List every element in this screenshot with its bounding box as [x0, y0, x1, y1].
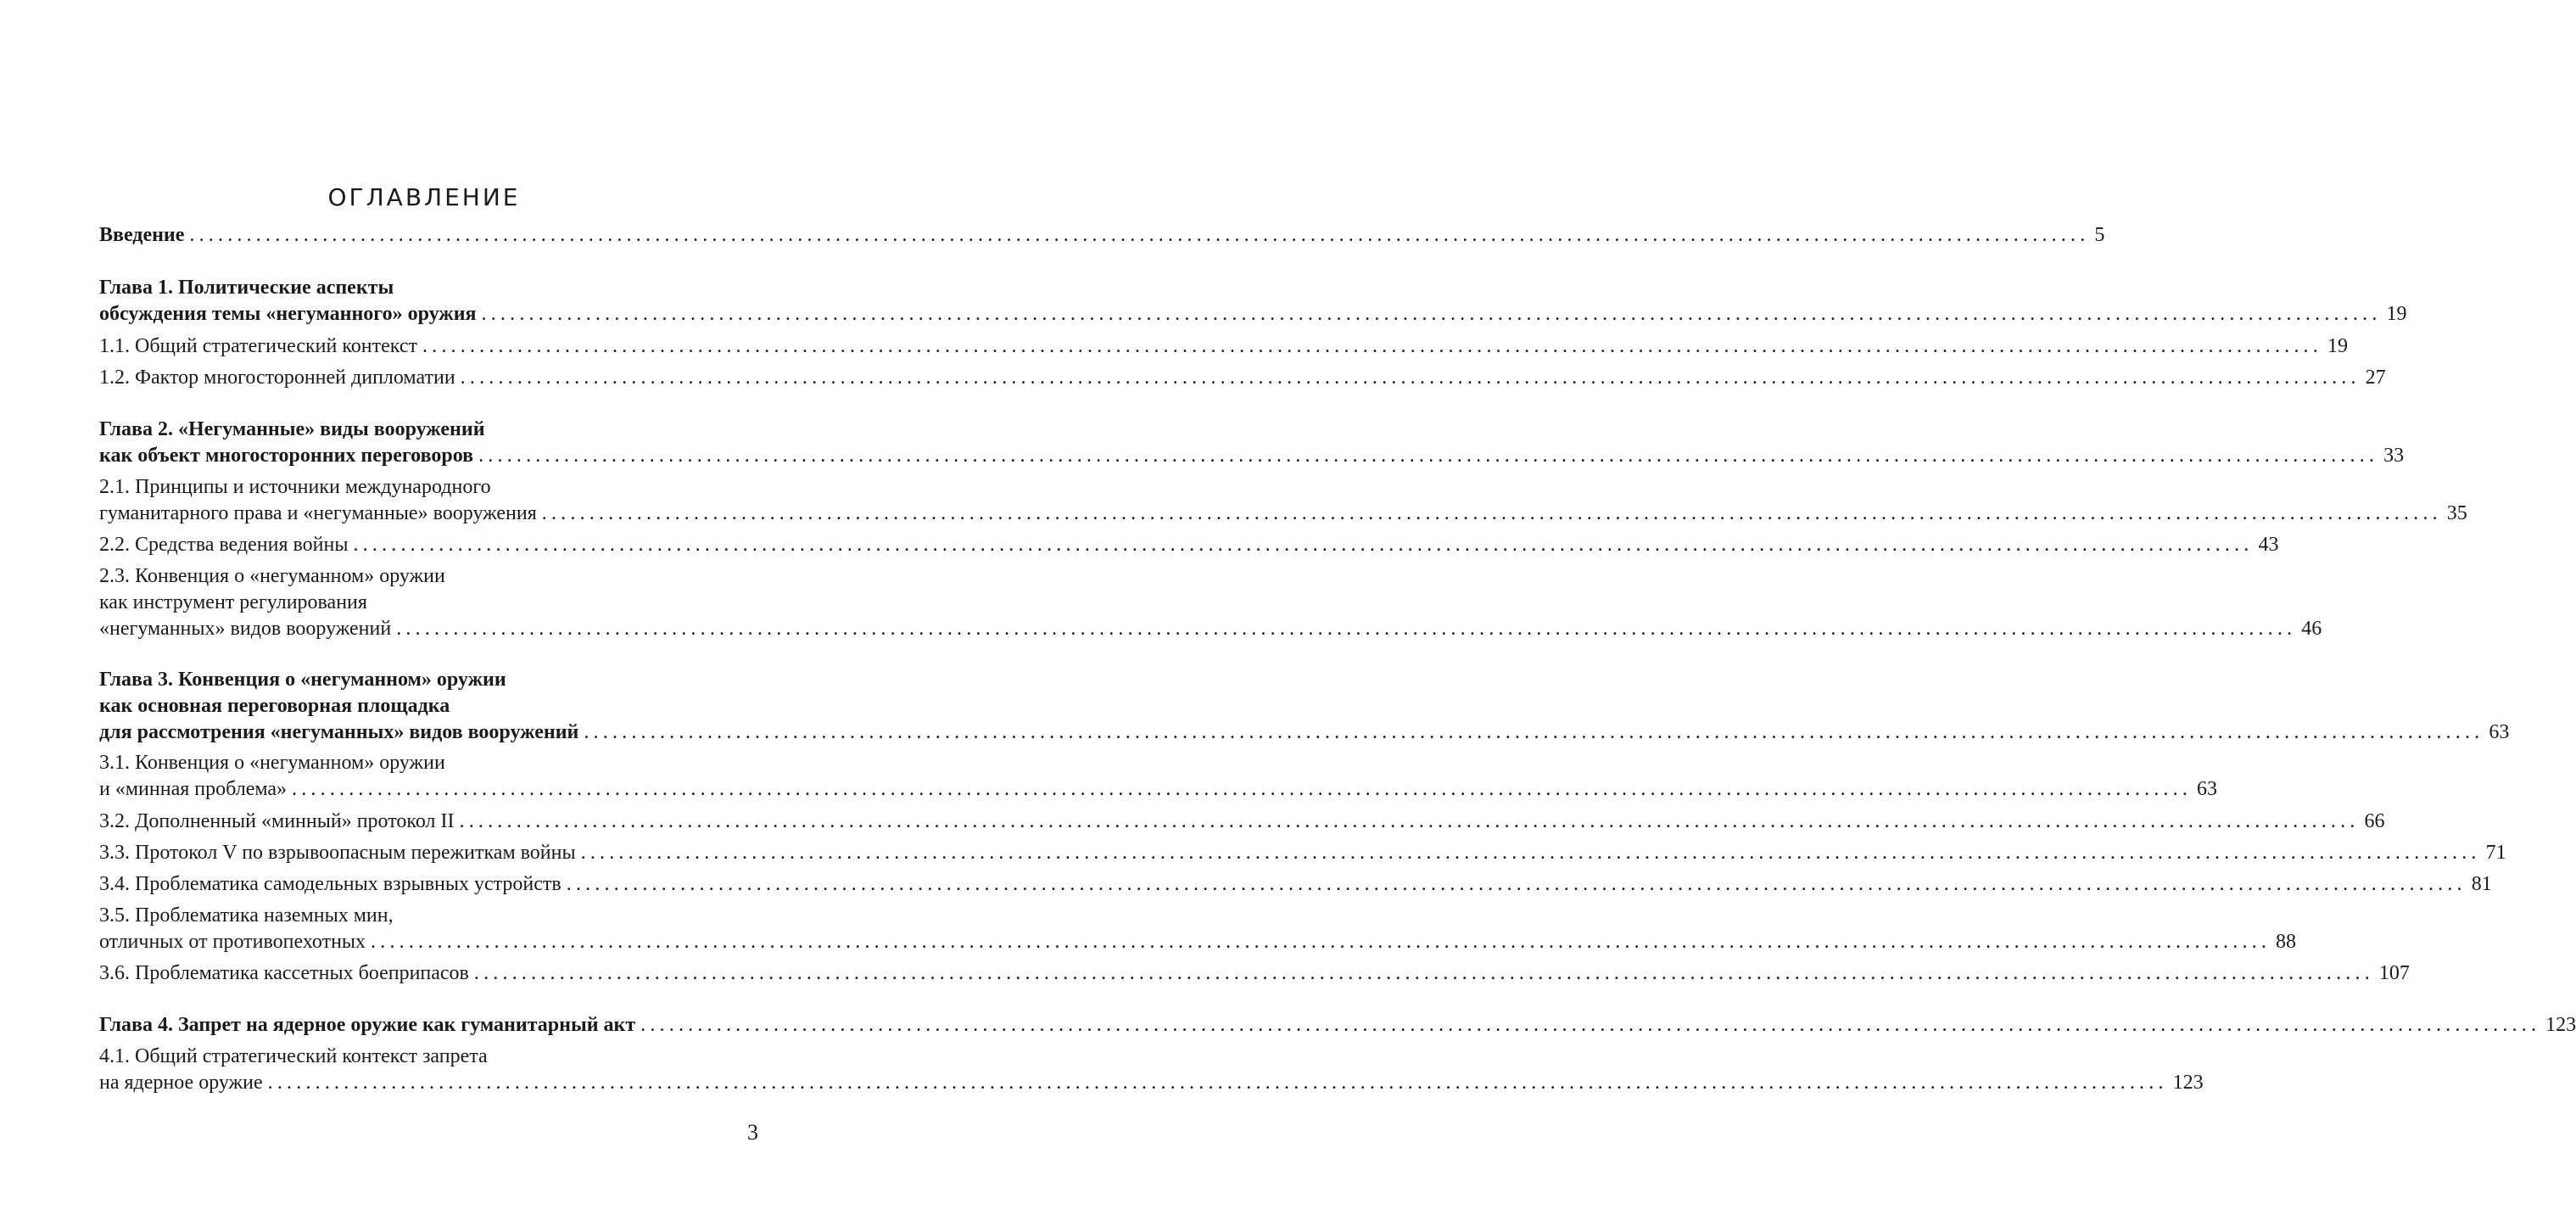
chapter-3-title-line[interactable]: как основная переговорная площадка	[99, 695, 450, 717]
chapter-2-title-line[interactable]	[99, 442, 2405, 469]
section-2-1-line[interactable]: 2.1. Принципы и источники международного	[99, 476, 491, 498]
chapter-3-title-line[interactable]: Глава 3. Конвенция о «негуманном» оружии	[99, 669, 506, 691]
toc-entry-title: и «минная проблема»	[99, 778, 288, 800]
toc-page-number: 71	[2485, 842, 2506, 864]
leader-dots: ........................................................................................................................................................................................................	[353, 534, 2254, 556]
leader-dots: ........................................................................................................................................................................................................	[478, 445, 2379, 467]
toc-entry-title: Глава 4. Запрет на ядерное оружие как гуманитарный акт	[99, 1014, 636, 1036]
section-3-5-line[interactable]: 3.5. Проблематика наземных мин,	[99, 904, 394, 927]
toc-page-number: 123	[2545, 1014, 2576, 1036]
toc-entry-title: для рассмотрения «негуманных» видов вооружений	[99, 721, 579, 743]
chapter-1-title-line[interactable]	[99, 300, 2407, 328]
toc-entry-title: 1.2. Фактор многосторонней дипломатии	[99, 367, 455, 389]
toc-page-number: 33	[2383, 445, 2405, 467]
section-3-1[interactable]	[99, 775, 2218, 803]
chapter-2-title-line[interactable]: Глава 2. «Негуманные» виды вооружений	[99, 418, 485, 440]
toc-entry-title: на ядерное оружие	[99, 1072, 263, 1094]
leader-dots: ........................................................................................................................................................................................................	[640, 1014, 2541, 1036]
toc-entry-title: обсуждения темы «негуманного» оружия	[99, 303, 477, 325]
section-2-3-line[interactable]: как инструмент регулирования	[99, 591, 367, 613]
leader-dots: ........................................................................................................................................................................................................	[189, 224, 2090, 246]
toc-page-number: 81	[2471, 873, 2492, 895]
chapter-1-title-line[interactable]: Глава 1. Политические аспекты	[99, 277, 394, 299]
toc-entry-title: 3.2. Дополненный «минный» протокол II	[99, 810, 455, 832]
toc-entry-title: 1.1. Общий стратегический контекст	[99, 335, 417, 357]
toc-entry-title: 3.4. Проблематика самодельных взрывных устройств	[99, 873, 562, 895]
toc-entry-title: 3.3. Протокол V по взрывоопасным пережиткам войны	[99, 842, 576, 864]
chapter-4-title-line[interactable]	[99, 1011, 2576, 1039]
toc-page-number: 5	[2094, 224, 2105, 246]
leader-dots: ........................................................................................................................................................................................................	[267, 1072, 2168, 1094]
leader-dots: ........................................................................................................................................................................................................	[481, 303, 2382, 325]
section-4-1[interactable]	[99, 1069, 2204, 1096]
section-3-3[interactable]	[99, 839, 2506, 866]
leader-dots: ........................................................................................................................................................................................................	[566, 873, 2467, 895]
toc-page-number: 107	[2378, 962, 2410, 984]
leader-dots: ........................................................................................................................................................................................................	[371, 931, 2271, 953]
section-1-2[interactable]	[99, 364, 2386, 391]
toc-entry-title: гуманитарного права и «негуманные» вооружения	[99, 502, 537, 524]
toc-page-number: 27	[2365, 367, 2386, 389]
toc-entry-title: 3.6. Проблематика кассетных боеприпасов	[99, 962, 469, 984]
section-2-2[interactable]	[99, 531, 2279, 558]
toc-page-number: 88	[2276, 931, 2297, 953]
leader-dots: ........................................................................................................................................................................................................	[580, 842, 2481, 864]
toc-entry-title: отличных от противопехотных	[99, 931, 366, 953]
leader-dots: ........................................................................................................................................................................................................	[459, 810, 2360, 832]
toc-page-number: 63	[2197, 778, 2218, 800]
toc-entry-title: как объект многосторонних переговоров	[99, 445, 474, 467]
toc-entry-intro[interactable]	[99, 221, 2105, 249]
section-2-1[interactable]	[99, 500, 2467, 527]
toc-page-number: 19	[2327, 335, 2348, 357]
section-3-4[interactable]	[99, 871, 2492, 898]
page-title: ОГЛАВЛЕНИЕ	[327, 182, 521, 211]
toc-entry-title: 2.2. Средства ведения войны	[99, 534, 349, 556]
section-1-1[interactable]	[99, 333, 2348, 360]
section-4-1-line[interactable]: 4.1. Общий стратегический контекст запрета	[99, 1045, 488, 1067]
section-3-6[interactable]	[99, 960, 2410, 987]
toc-page-number: 19	[2386, 303, 2407, 325]
section-3-1-line[interactable]: 3.1. Конвенция о «негуманном» оружии	[99, 752, 445, 774]
toc-page-number: 63	[2489, 721, 2510, 743]
section-2-3-line[interactable]: 2.3. Конвенция о «негуманном» оружии	[99, 565, 445, 587]
toc-page-number: 43	[2258, 534, 2279, 556]
leader-dots: ........................................................................................................................................................................................................	[541, 502, 2442, 524]
section-2-3[interactable]	[99, 615, 2322, 642]
section-3-5[interactable]	[99, 928, 2297, 955]
leader-dots: ........................................................................................................................................................................................................	[584, 721, 2484, 743]
toc-page-number: 123	[2172, 1072, 2204, 1094]
leader-dots: ........................................................................................................................................................................................................	[473, 962, 2374, 984]
toc-entry-title: «негуманных» видов вооружений	[99, 618, 392, 640]
leader-dots: ........................................................................................................................................................................................................	[396, 618, 2297, 640]
leader-dots: ........................................................................................................................................................................................................	[422, 335, 2322, 357]
page-number: 3	[747, 1120, 758, 1145]
toc-page-number: 46	[2301, 618, 2322, 640]
toc-entry-title: Введение	[99, 224, 185, 246]
leader-dots: ........................................................................................................................................................................................................	[460, 367, 2361, 389]
leader-dots: ........................................................................................................................................................................................................	[292, 778, 2193, 800]
section-3-2[interactable]	[99, 808, 2385, 835]
toc-page-number: 35	[2446, 502, 2467, 524]
toc-page-number: 66	[2364, 810, 2385, 832]
chapter-3-title-line[interactable]	[99, 719, 2510, 746]
